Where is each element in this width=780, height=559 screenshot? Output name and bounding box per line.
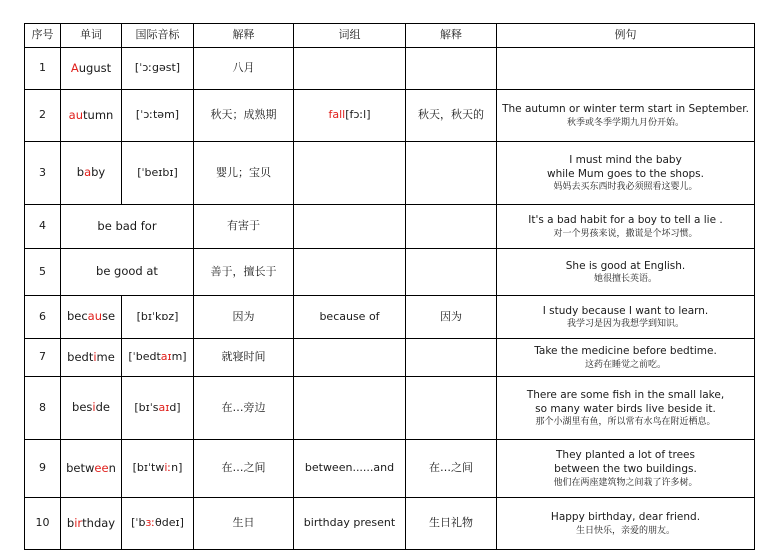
phonetic-rest: θdeɪ] [155,516,184,530]
vocabulary-table [24,23,755,550]
example-chinese: 她很擅长英语。 [593,274,657,285]
phonetic-pre: [ˈb [131,516,146,530]
meaning-cell: 有害于 [194,205,294,249]
example-cell [497,205,755,249]
word-rest: by [91,165,106,180]
phrase-rest: [fɔːl] [345,108,371,122]
phonetic-highlight: aɪ [158,400,170,414]
example-english: The autumn or winter term start in September. [502,103,749,116]
phrase-meaning-cell [406,377,497,440]
phrase-cell: birthday present [294,498,406,550]
merged-word-cell: be good at [61,249,194,296]
example-chinese: 秋季或冬季学期九月份开始。 [566,117,684,128]
word-pre: bec [66,309,88,324]
meaning-cell: 秋天；成熟期 [194,90,294,142]
word-cell [61,90,122,142]
row-number: 8 [25,377,61,440]
phrase-meaning-cell [406,142,497,205]
word-pre: bedt [67,349,94,364]
phrase-cell [294,90,406,142]
phonetic-highlight: ɜː [145,516,155,530]
row-number: 3 [25,142,61,205]
word-pre: b [66,515,75,530]
row-number: 7 [25,339,61,377]
example-english: Take the medicine before bedtime. [534,345,717,358]
word-highlight: i [92,400,96,415]
phonetic-cell [122,440,194,498]
example-chinese: 妈妈去买东西时我必须照看这婴儿。 [553,182,698,193]
word-cell [61,440,122,498]
phonetic-rest: m] [171,350,187,364]
table-row [25,296,755,339]
word-rest: thday [82,515,116,530]
phrase-cell [294,377,406,440]
table-row [25,498,755,550]
example-cell [497,377,755,440]
example-english: I study because I want to learn. [542,304,709,317]
phrase-meaning-cell: 在…之间 [406,440,497,498]
phonetic-rest: d] [169,400,181,414]
phrase-cell [294,48,406,90]
example-cell [497,142,755,205]
header-number: 序号 [25,24,61,48]
phrase-cell: between......and [294,440,406,498]
meaning-cell: 婴儿；宝贝 [194,142,294,205]
meaning-cell: 生日 [194,498,294,550]
word-rest: se [101,309,116,324]
phrase-meaning-cell [406,205,497,249]
phonetic-rest: n] [171,461,183,475]
phrase-cell [294,205,406,249]
merged-word-cell: be bad for [61,205,194,249]
phonetic-cell: [bɪˈkɒz] [122,296,194,339]
example-english: They planted a lot of trees [556,449,695,462]
table-row [25,440,755,498]
example-cell [497,90,755,142]
phrase-meaning-cell: 因为 [406,296,497,339]
phrase-cell [294,142,406,205]
meaning-cell: 就寝时间 [194,339,294,377]
meaning-cell: 在…之间 [194,440,294,498]
word-cell [61,296,122,339]
example-cell [497,249,755,296]
table-row [25,339,755,377]
word-rest: me [96,349,115,364]
example-english: I must mind the baby [569,153,682,166]
meaning-cell: 八月 [194,48,294,90]
word-highlight: A [70,60,79,75]
header-phrase-meaning: 解释 [406,24,497,48]
row-number: 1 [25,48,61,90]
meaning-cell: 在…旁边 [194,377,294,440]
header-row [25,24,755,48]
word-highlight: a [84,165,92,180]
word-rest: de [95,400,110,415]
example-english: She is good at English. [565,259,686,272]
phrase-cell [294,249,406,296]
example-english: Happy birthday, dear friend. [550,511,701,524]
phonetic-pre: [ˈbedt [128,350,161,364]
header-word: 单词 [61,24,122,48]
header-phrase: 词组 [294,24,406,48]
word-cell [61,377,122,440]
word-cell [61,142,122,205]
table-row [25,142,755,205]
header-example: 例句 [497,24,755,48]
meaning-cell: 因为 [194,296,294,339]
example-cell [497,296,755,339]
example-chinese: 这药在睡觉之前吃。 [584,359,666,370]
example-english: between the two buildings. [554,463,697,476]
word-pre: betw [66,460,95,475]
word-cell [61,339,122,377]
phonetic-cell: [ˈɔːtəm] [122,90,194,142]
row-number: 6 [25,296,61,339]
example-chinese: 那个小湖里有鱼，所以常有水鸟在附近栖息。 [535,417,716,428]
word-cell [61,498,122,550]
phonetic-highlight: iː [164,461,172,475]
phonetic-pre: [bɪˈtw [132,461,165,475]
table-row [25,377,755,440]
example-english: so many water birds live beside it. [535,402,716,415]
example-cell [497,498,755,550]
phonetic-pre: [bɪˈs [134,400,159,414]
header-meaning: 解释 [194,24,294,48]
phrase-cell [294,339,406,377]
example-cell [497,339,755,377]
phonetic-cell: [ˈɔːgəst] [122,48,194,90]
phrase-meaning-cell: 生日礼物 [406,498,497,550]
example-chinese: 他们在两座建筑物之间栽了许多树。 [553,477,698,488]
phonetic-highlight: aɪ [160,350,172,364]
word-cell [61,48,122,90]
table-row [25,249,755,296]
word-highlight: au [87,309,102,324]
phrase-meaning-cell [406,339,497,377]
example-english: while Mum goes to the shops. [547,167,704,180]
word-highlight: ir [74,515,83,530]
word-highlight: i [93,349,97,364]
header-phonetic: 国际音标 [122,24,194,48]
example-cell [497,48,755,90]
word-rest: tumn [83,107,114,122]
word-pre: b [76,165,85,180]
example-english: It's a bad habit for a boy to tell a lie . [528,214,723,227]
example-chinese: 我学习是因为我想学到知识。 [566,319,684,330]
meaning-cell: 善于，擅长于 [194,249,294,296]
phonetic-cell: [ˈbeɪbɪ] [122,142,194,205]
word-highlight: au [68,107,84,122]
table-row [25,90,755,142]
word-rest: ugust [78,60,112,75]
table-row [25,48,755,90]
example-english: There are some fish in the small lake, [526,388,725,401]
row-number: 2 [25,90,61,142]
phrase-meaning-cell: 秋天，秋天的 [406,90,497,142]
phrase-cell: because of [294,296,406,339]
row-number: 10 [25,498,61,550]
phonetic-cell [122,377,194,440]
phrase-meaning-cell [406,48,497,90]
example-cell [497,440,755,498]
example-chinese: 生日快乐，亲爱的朋友。 [575,525,675,536]
example-chinese: 对一个男孩来说，撒谎是个坏习惯。 [553,228,698,239]
row-number: 9 [25,440,61,498]
phonetic-cell [122,498,194,550]
phonetic-cell [122,339,194,377]
phrase-highlight: fall [328,108,346,122]
word-pre: bes [72,400,93,415]
phrase-meaning-cell [406,249,497,296]
row-number: 5 [25,249,61,296]
row-number: 4 [25,205,61,249]
table-row [25,205,755,249]
word-highlight: ee [94,460,109,475]
word-rest: n [108,460,116,475]
